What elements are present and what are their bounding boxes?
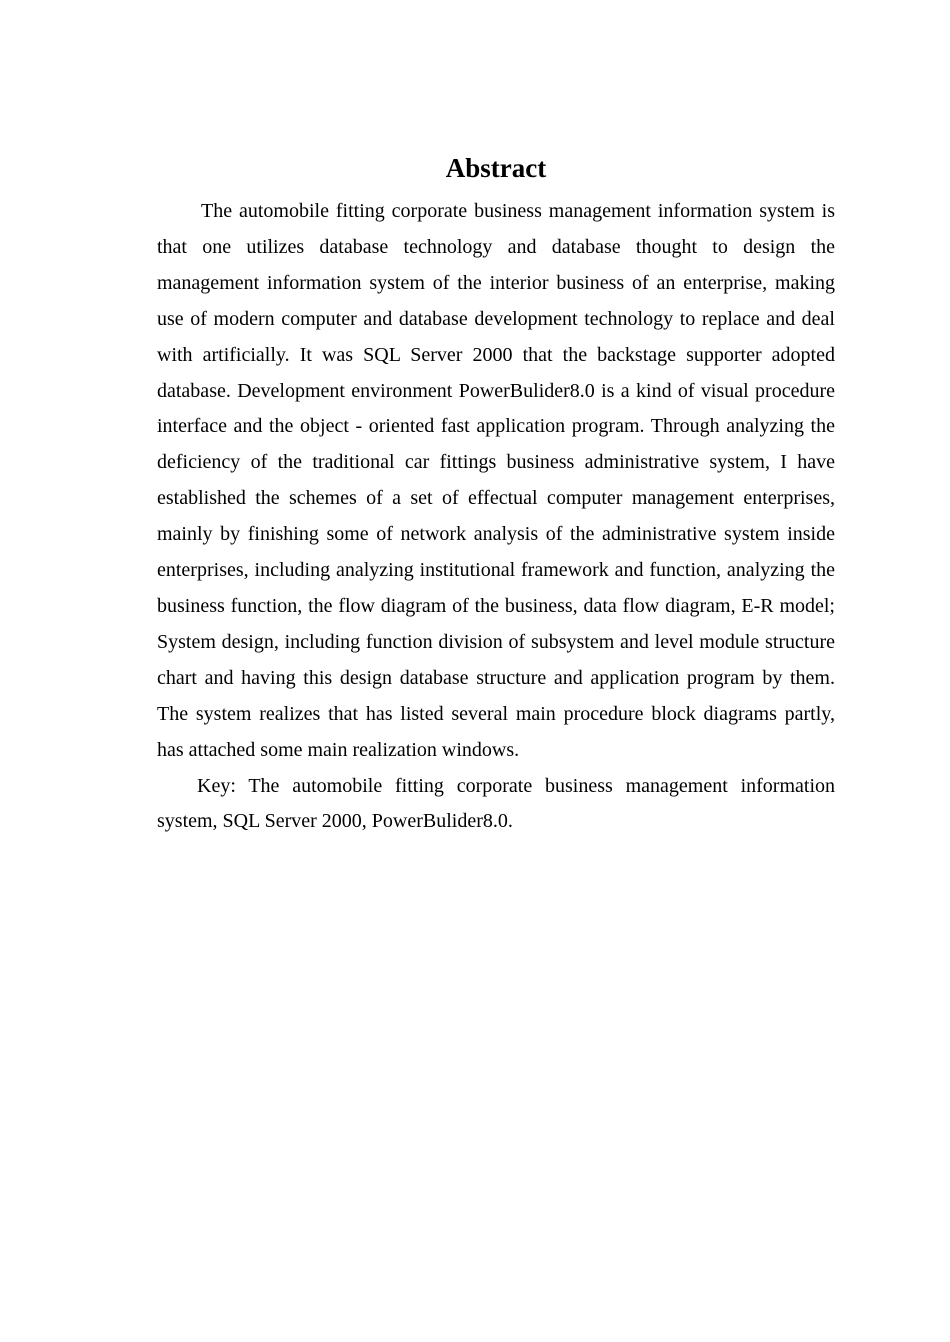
- abstract-title: Abstract: [445, 153, 547, 183]
- abstract-section: [157, 148, 835, 840]
- keywords-line: Key: The automobile fitting corporate business management information system, SQL Server 2000, PowerBulider8.0.: [157, 774, 835, 833]
- abstract-body: The automobile fitting corporate business management information system is that one utilizes database technology and database thought to design the management information system of the interior business of an enterprise, making use of modern computer and database development technology to replace and deal with artificially. It was SQL Server 2000 that the backstage supporter adopted database. Development environment PowerBulider8.0 is a kind of visual procedure interface and the object - oriented fast application program. Through analyzing the deficiency of the traditional car fittings business administrative system, I have established the schemes of a set of effectual computer management enterprises, mainly by finishing some of network analysis of the administrative system inside enterprises, including analyzing institutional framework and function, analyzing the business function, the flow diagram of the business, data flow diagram, E-R model; System design, including function division of subsystem and level module structure chart and having this design database structure and application program by them. The system realizes that has listed several main procedure block diagrams partly, has attached some main realization windows.: [157, 200, 835, 761]
